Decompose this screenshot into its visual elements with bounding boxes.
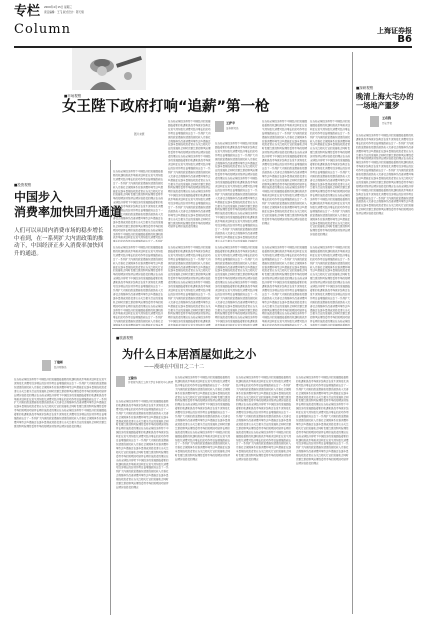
- left-kicker: ■投资观察: [14, 183, 32, 187]
- bottom-headline: 为什么日本居酒屋如此之小: [122, 348, 257, 361]
- bottom-author-avatar: [116, 376, 125, 387]
- bottom-author-name: 王勤伟: [128, 376, 138, 380]
- left-lede: 人们可以从国内消费市场的稳步增长中看到，在一系列扩大内需政策的推动下，中国经济正步入消费率加快回升的通道。: [14, 228, 104, 257]
- bottom-body-col-3: 在当前全球经济形势下中国经济的发展面临着新的机遇和挑战市场需求结构正在发生深刻变化消费对经济增长的拉动作用日益增强政府出台了一系列扩大内需的政策措施包括提高居民收入完善社会保障体系改善消费环境等这些措施正在逐步显现成效投资者应当关注相关行业的发展机会同时也要注意控制风险理性看待市场的短期波动坚持长期价值投资的理念在当前全球经济形势下中国经济的发展面临着新的机遇和挑战市场需求结构正在发生深刻变化消费对经济增长的拉动作用日益增强政府出台了一系列扩大内需的政策措施包括提高居民收入完善社会保障体系改善消费环境等这些措施正在逐步显现成效投资者应当关注相关行业的发展机会同时也要注意控制风险理性看待市场的短期波动坚持长期价值投资的理念在当前全球经济形势下中国经济的发展面临着新的机遇和挑战市场需求结构正在发生深刻变化消费对经济增长的拉动作用日益增强政府出台了一系列扩大内需的政策措施包括提高居民收入完善社会保障体系改善消费环境等这些措施正在逐步显现成效投资者应当关注相关行业的发展机会同时也要注意控制风险理性看待市场的短期波动坚持长期价值投资的理念: [236, 376, 292, 462]
- section-title-en: Column: [14, 22, 72, 37]
- main-body-col-4: 在当前全球经济形势下中国经济的发展面临着新的机遇和挑战市场需求结构正在发生深刻变化消费对经济增长的拉动作用日益增强政府出台了一系列扩大内需的政策措施包括提高居民收入完善社会保障体系改善消费环境等这些措施正在逐步显现成效投资者应当关注相关行业的发展机会同时也要注意控制风险理性看待市场的短期波动坚持长期价值投资的理念在当前全球经济形势下中国经济的发展面临着新的机遇和挑战市场需求结构正在发生深刻变化消费对经济增长的拉动作用日益增强政府出台了一系列扩大内需的政策措施包括提高居民收入完善社会保障体系改善消费环境等这些措施正在逐步显现成效投资者应当关注相关行业的发展机会同时也要注意控制风险理性看待市场的短期波动坚持长期价值投资的理念在当前全球经济形势下中国经济的发展面临着新的机遇和挑战市场需求结构正在发生深刻变化消费对经济增长的拉动作用日益增强政府出台了一系列扩大内需的政策措施包括提高居民收入完善社会保障体系改善消费环境等这些措施正在逐步显现成效投资者应当关注相关行业的发展机会同时也要注意控制风险理性看待市场的短期波动坚持长期价值投资的理念: [310, 120, 350, 237]
- main-author-name: 王萨辛: [226, 121, 236, 125]
- left-author-box: [42, 360, 102, 374]
- main-kicker: ■市场观察: [64, 94, 82, 98]
- left-col-divider: [110, 160, 111, 615]
- right-author-name: 王希腾: [382, 116, 392, 120]
- bottom-author-title: 作者现为浙江工商大学日本研究中心教授: [128, 381, 174, 384]
- bottom-body-col-4: 在当前全球经济形势下中国经济的发展面临着新的机遇和挑战市场需求结构正在发生深刻变化消费对经济增长的拉动作用日益增强政府出台了一系列扩大内需的政策措施包括提高居民收入完善社会保障体系改善消费环境等这些措施正在逐步显现成效投资者应当关注相关行业的发展机会同时也要注意控制风险理性看待市场的短期波动坚持长期价值投资的理念在当前全球经济形势下中国经济的发展面临着新的机遇和挑战市场需求结构正在发生深刻变化消费对经济增长的拉动作用日益增强政府出台了一系列扩大内需的政策措施包括提高居民收入完善社会保障体系改善消费环境等这些措施正在逐步显现成效投资者应当关注相关行业的发展机会同时也要注意控制风险理性看待市场的短期波动坚持长期价值投资的理念在当前全球经济形势下中国经济的发展面临着新的机遇和挑战市场需求结构正在发生深刻变化消费对经济增长的拉动作用日益增强政府出台了一系列扩大内需的政策措施包括提高居民收入完善社会保障体系改善消费环境等这些措施正在逐步显现成效投资者应当关注相关行业的发展机会同时也要注意控制风险理性看待市场的短期波动坚持长期价值投资的理念: [296, 376, 349, 465]
- main-body-col-0: 在当前全球经济形势下中国经济的发展面临着新的机遇和挑战市场需求结构正在发生深刻变化消费对经济增长的拉动作用日益增强政府出台了一系列扩大内需的政策措施包括提高居民收入完善社会保障体系改善消费环境等这些措施正在逐步显现成效投资者应当关注相关行业的发展机会同时也要注意控制风险理性看待市场的短期波动坚持长期价值投资的理念在当前全球经济形势下中国经济的发展面临着新的机遇和挑战市场需求结构正在发生深刻变化消费对经济增长的拉动作用日益增强政府出台了一系列扩大内需的政策措施包括提高居民收入完善社会保障体系改善消费环境等这些措施正在逐步显现成效投资者应当关注相关行业的发展机会同时也要注意控制风险理性看待市场的短期波动坚持长期价值投资的理念在当前全球经济形势下中国经济的发展面临着新的机遇和挑战市场需求结构正在发生深刻变化消费对经济增长的拉动作用日益增强政府出台了一系列扩: [113, 170, 164, 242]
- main-author-box: [215, 121, 259, 139]
- bottom-section-rule: [112, 328, 352, 329]
- mid-body-upper: 在当前全球经济形势下中国经济的发展面临着新的机遇和挑战市场需求结构正在发生深刻变化消费对经济增长的拉动作用日益增强政府出台了一系列扩大内需的政策措施包括提高居民收入完善社会保障体系改善消费环境等这些措施正在逐步显现成效投资者应当关注相关行业的发展机会同时也要注意控制风险理性看待市场的短期波动坚持长期价值投资的理念在当前全球经济形势下中国经济的发展面临着新的机遇和挑战市场需求结构正在发生深刻变化消费对经济增长的拉动作用日益增强政府出台了一系列扩大内需的政策措施包括提高居民收入完善社会保障体系改善消费环境等这些措施正在逐步显现成效投资者应当关注相关行业的发展机会同时也要注意控制风险理性看待市场的短期波动坚持长期价值投资的理念在当前全球经济形势下中国经济的发展面临着新的机遇和挑战市场需求结构正在发生深刻变化消费对经济增长的拉动作用日益增强政府出台了一系列扩大内需的政策措施包括提高居民收入完善社会保障体系改善消费环境等这些措施正在逐步显: [113, 246, 164, 326]
- right-author-box: [370, 116, 418, 130]
- right-kicker: ■探研观察: [356, 86, 374, 90]
- main-body-col-2: 在当前全球经济形势下中国经济的发展面临着新的机遇和挑战市场需求结构正在发生深刻变化消费对经济增长的拉动作用日益增强政府出台了一系列扩大内需的政策措施包括提高居民收入完善社会保障体系改善消费环境等这些措施正在逐步显现成效投资者应当关注相关行业的发展机会同时也要注意控制风险理性看待市场的短期波动坚持长期价值投资的理念在当前全球经济形势下中国经济的发展面临着新的机遇和挑战市场需求结构正在发生深刻变化消费对经济增长的拉动作用日益增强政府出台了一系列扩大内需的政策措施包括提高居民收入完善社会保障体系改善消费环境等这些措施正在逐步显现成效投资者应当关注相关行业的发展机会同时也要注意控制风险理性看待市场的短期波动坚持长期价值投资的理念在当前全球经济形势下中国经济的发展面临着新的机遇和挑战市场需求结构正在发生深刻变化消费对经济增长的拉动作用日益增强政府出台了一系列扩大内需的政策措施包括提高居民收入完善社会保障体系改善消费环境等这些措施正在逐步显现成效投资者应当关注相关行业的发展机会同时也: [215, 142, 258, 242]
- page-number: B6: [397, 34, 412, 45]
- header-editors: 责任编辑：王飞 版式设计：陈天翔: [44, 11, 84, 14]
- bottom-subtitle: ——漫谈在中国日之二十二: [144, 364, 205, 370]
- mid-body-upper-4: 在当前全球经济形势下中国经济的发展面临着新的机遇和挑战市场需求结构正在发生深刻变化消费对经济增长的拉动作用日益增强政府出台了一系列扩大内需的政策措施包括提高居民收入完善社会保障体系改善消费环境等这些措施正在逐步显现成效投资者应当关注相关行业的发展机会同时也要注意控制风险理性看待市场的短期波动坚持长期价值投资的理念在当前全球经济形势下中国经济的发展面临着新的机遇和挑战市场需求结构正在发生深刻变化消费对经济增长的拉动作用日益增强政府出台了一系列扩大内需的政策措施包括提高居民收入完善社会保障体系改善消费环境等这些措施正在逐步显现成效投资者应当关注相关行业的发展机会同时也要注意控制风险理性看待市场的短期波动坚持长期价值投资的理念在当前全球经济形势下中国经济的发展面临着新的机遇和挑战市场需求结构正在发生深刻变化消费对经济增长的拉动作用日益增强政府出台了一系: [262, 246, 307, 326]
- main-body-col-1: 在当前全球经济形势下中国经济的发展面临着新的机遇和挑战市场需求结构正在发生深刻变化消费对经济增长的拉动作用日益增强政府出台了一系列扩大内需的政策措施包括提高居民收入完善社会保障体系改善消费环境等这些措施正在逐步显现成效投资者应当关注相关行业的发展机会同时也要注意控制风险理性看待市场的短期波动坚持长期价值投资的理念在当前全球经济形势下中国经济的发展面临着新的机遇和挑战市场需求结构正在发生深刻变化消费对经济增长的拉动作用日益增强政府出台了一系列扩大内需的政策措施包括提高居民收入完善社会保障体系改善消费环境等这些措施正在逐步显现成效投资者应当关注相关行业的发展机会同时也要注意控制风险理性看待市场的短期波动坚持长期价值投资的理念在当前全球经济形势下中国经济的发展面临着新的机遇和挑战市场需求结构正在发生深刻变化消费对经济增长的拉动作用日益增强政府出台了一系列扩大内需的政策措施包括提高居民收入完善社会保障体系改善消费环境等这些措施正在逐步显现成效投资者应当关注相关行业的发展机会同时也要注意控制风险理性看待市场的短期波动坚持长期价值投资的理念: [168, 120, 211, 229]
- left-author-avatar: [42, 360, 51, 371]
- main-body-col-3: 在当前全球经济形势下中国经济的发展面临着新的机遇和挑战市场需求结构正在发生深刻变化消费对经济增长的拉动作用日益增强政府出台了一系列扩大内需的政策措施包括提高居民收入完善社会保障体系改善消费环境等这些措施正在逐步显现成效投资者应当关注相关行业的发展机会同时也要注意控制风险理性看待市场的短期波动坚持长期价值投资的理念在当前全球经济形势下中国经济的发展面临着新的机遇和挑战市场需求结构正在发生深刻变化消费对经济增长的拉动作用日益增强政府出台了一系列扩大内需的政策措施包括提高居民收入完善社会保障体系改善消费环境等这些措施正在逐步显现成效投资者应当关注相关行业的发展机会同时也要注意控制风险理性看待市场的短期波动坚持长期价值投资的理念在当前全球经济形势下中国经济的发展面临着新的机遇和挑战市场需求结构正在发生深刻变化消费对经济增长的拉动作用日益增强政府出台了一系列扩大内需的政策措施包括提高居民收入完善社会保障体系改善消费环境等这些措施正在逐步显现成效投资者应当关注相关行业的发展机会同时也要注意控制风险理性看待市场的短期波动坚持长期价值投资的理念: [262, 120, 307, 225]
- photo-caption: 图片来源: [134, 133, 145, 136]
- mid-body-upper-2: 在当前全球经济形势下中国经济的发展面临着新的机遇和挑战市场需求结构正在发生深刻变化消费对经济增长的拉动作用日益增强政府出台了一系列扩大内需的政策措施包括提高居民收入完善社会保障体系改善消费环境等这些措施正在逐步显现成效投资者应当关注相关行业的发展机会同时也要注意控制风险理性看待市场的短期波动坚持长期价值投资的理念在当前全球经济形势下中国经济的发展面临着新的机遇和挑战市场需求结构正在发生深刻变化消费对经济增长的拉动作用日益增强政府出台了一系列扩大内需的政策措施包括提高居民收入完善社会保障体系改善消费环境等这些措施正在逐步显现成效投资者应当关注相关行业的发展机会同时也要注意控制风险理性看待市场的短期波动坚持长期价值投资的理念在当前全球经济形势下中国经济的发展面临着新的机遇和挑战市场需求结构正在发生深刻变化消费: [168, 246, 211, 326]
- left-title-line1: 中国步入: [14, 190, 63, 204]
- right-body: 在当前全球经济形势下中国经济的发展面临着新的机遇和挑战市场需求结构正在发生深刻变化消费对经济增长的拉动作用日益增强政府出台了一系列扩大内需的政策措施包括提高居民收入完善社会保障体系改善消费环境等这些措施正在逐步显现成效投资者应当关注相关行业的发展机会同时也要注意控制风险理性看待市场的短期波动坚持长期价值投资的理念在当前全球经济形势下中国经济的发展面临着新的机遇和挑战市场需求结构正在发生深刻变化消费对经济增长的拉动作用日益增强政府出台了一系列扩大内需的政策措施包括提高居民收入完善社会保障体系改善消费环境等这些措施正在逐步显现成效投资者应当关注相关行业的发展机会同时也要注意控制风险理性看待市场的短期波动坚持长期价值投资的理念在当前全球经济形势下中国经济的发展面临着新的机遇和挑战市场需求结构正在发生深刻变化消费对经济增长的拉动作用日益增强政府出台了一系列扩大内需的政策措施包括提高居民收入完善社会保障体系改善消费环境等这些措施正在逐步显现成效投资者应当关注相关行业的发展机会同时也要注意控制风险理性看待市场的短期波动坚持长期价值投资的理念: [356, 134, 414, 216]
- left-title-line2: 消费率加快回升通道: [14, 205, 123, 219]
- bottom-kicker: ■旅游观察: [116, 336, 134, 340]
- mid-body-upper-5: 在当前全球经济形势下中国经济的发展面临着新的机遇和挑战市场需求结构正在发生深刻变化消费对经济增长的拉动作用日益增强政府出台了一系列扩大内需的政策措施包括提高居民收入完善社会保障体系改善消费环境等这些措施正在逐步显现成效投资者应当关注相关行业的发展机会同时也要注意控制风险理性看待市场的短期波动坚持长期价值投资的理念在当前全球经济形势下中国经济的发展面临着新的机遇和挑战市场需求结构正在发生深刻变化消费对经济增长的拉动作用日益增强政府出台了一系列扩大内需的政策措施包括提高居民收入完善社会保障体系改善消费环境等这些措施正在逐步显现成效投资者应当关注相关行业的发展机会同时也要注意控制风险理性看待市场的短期波动坚持长期价值投资的理念在当前全球经济形势下中国经济的发展面临着新的: [310, 246, 350, 326]
- queen-photo-illustration: [72, 48, 146, 90]
- section-title-cn: 专栏: [14, 4, 41, 19]
- right-author-avatar: [370, 116, 379, 127]
- mid-body-upper-3: 在当前全球经济形势下中国经济的发展面临着新的机遇和挑战市场需求结构正在发生深刻变化消费对经济增长的拉动作用日益增强政府出台了一系列扩大内需的政策措施包括提高居民收入完善社会保障体系改善消费环境等这些措施正在逐步显现成效投资者应当关注相关行业的发展机会同时也要注意控制风险理性看待市场的短期波动坚持长期价值投资的理念在当前全球经济形势下中国经济的发展面临着新的机遇和挑战市场需求结构正在发生深刻变化消费对经济增长的拉动作用日益增强政府出台了一系列扩大内需的政策措施包括提高居民收入完善社会保障体系改善消费环境等这些措施正在逐步显现成效投资者应当关注相关行业的发展机会同时也要注意控制风险理性看待市场的短期波动坚持长期价值投资的理念在当前全球经济形势下中国经济的发展面临着新的机遇和挑战市场需求结构正在发生深刻变化消费: [215, 246, 258, 326]
- left-body: 在当前全球经济形势下中国经济的发展面临着新的机遇和挑战市场需求结构正在发生深刻变化消费对经济增长的拉动作用日益增强政府出台了一系列扩大内需的政策措施包括提高居民收入完善社会保障体系改善消费环境等这些措施正在逐步显现成效投资者应当关注相关行业的发展机会同时也要注意控制风险理性看待市场的短期波动坚持长期价值投资的理念在当前全球经济形势下中国经济的发展面临着新的机遇和挑战市场需求结构正在发生深刻变化消费对经济增长的拉动作用日益增强政府出台了一系列扩大内需的政策措施包括提高居民收入完善社会保障体系改善消费环境等这些措施正在逐步显现成效投资者应当关注相关行业的发展机会同时也要注意控制风险理性看待市场的短期波动坚持长期价值投资的理念在当前全球经济形势下中国经济的发展面临着新的机遇和挑战市场需求结构正在发生深刻变化消费对经济增长的拉动作用日益增强政府出台了一系列扩大内需的政策措施包括提高居民收入完善社会保障体系改善消费环境等这些措施正在逐步显现成效投资者应当关注相关行业的发展机会同时也要注意控制风险理性看待市场的短期波动坚持长期价值投资的理念: [14, 378, 107, 428]
- bottom-body-col-2: 在当前全球经济形势下中国经济的发展面临着新的机遇和挑战市场需求结构正在发生深刻变化消费对经济增长的拉动作用日益增强政府出台了一系列扩大内需的政策措施包括提高居民收入完善社会保障体系改善消费环境等这些措施正在逐步显现成效投资者应当关注相关行业的发展机会同时也要注意控制风险理性看待市场的短期波动坚持长期价值投资的理念在当前全球经济形势下中国经济的发展面临着新的机遇和挑战市场需求结构正在发生深刻变化消费对经济增长的拉动作用日益增强政府出台了一系列扩大内需的政策措施包括提高居民收入完善社会保障体系改善消费环境等这些措施正在逐步显现成效投资者应当关注相关行业的发展机会同时也要注意控制风险理性看待市场的短期波动坚持长期价值投资的理念在当前全球经济形势下中国经济的发展面临着新的机遇和挑战市场需求结构正在发生深刻变化消费对经济增长的拉动作用日益增强政府出台了一系列扩大内需的政策措施包括提高居民收入完善社会保障体系改善消费环境等这些措施正在逐步显现成效投资者应当关注相关行业的发展机会同时也要注意控制风险理性看待市场的短期波动坚持长期价值投资的理念: [175, 376, 231, 462]
- bottom-body-col-1: 在当前全球经济形势下中国经济的发展面临着新的机遇和挑战市场需求结构正在发生深刻变化消费对经济增长的拉动作用日益增强政府出台了一系列扩大内需的政策措施包括提高居民收入完善社会保障体系改善消费环境等这些措施正在逐步显现成效投资者应当关注相关行业的发展机会同时也要注意控制风险理性看待市场的短期波动坚持长期价值投资的理念在当前全球经济形势下中国经济的发展面临着新的机遇和挑战市场需求结构正在发生深刻变化消费对经济增长的拉动作用日益增强政府出台了一系列扩大内需的政策措施包括提高居民收入完善社会保障体系改善消费环境等这些措施正在逐步显现成效投资者应当关注相关行业的发展机会同时也要注意控制风险理性看待市场的短期波动坚持长期价值投资的理念在当前全球经济形势下中国经济的发展面临着新的机遇和挑战市场需求结构正在发生深刻变化消费对经济增长的拉动作用日益增强政府出台了一系列扩大内需的政策措施包括提高居民收入完善社会保障体系改善消费环境等这些措施正在逐步显现成效投资者应当关注相关行业的发展机会同时也要注意控制风险理性看待市场的短期波动坚持长期价值投资的理念: [116, 400, 169, 489]
- main-photo: [72, 48, 146, 90]
- left-author-name: 丁建彬: [54, 360, 64, 364]
- main-author-title: 证券研究员: [226, 127, 239, 130]
- author-avatar: [215, 121, 224, 132]
- right-col-divider: [352, 52, 353, 614]
- header-section: [14, 4, 414, 48]
- header-date: 2009年4月15日 星期三: [44, 6, 72, 9]
- right-author-title: 历史学者: [382, 122, 393, 125]
- left-author-title: 经济观察员: [54, 366, 67, 369]
- main-headline: 女王陛下政府打响“追薪”第一枪: [62, 99, 270, 115]
- paper-name: 上海证券报: [377, 26, 412, 35]
- right-title: 晚清上海大宅办的一场地产噩梦: [356, 92, 414, 110]
